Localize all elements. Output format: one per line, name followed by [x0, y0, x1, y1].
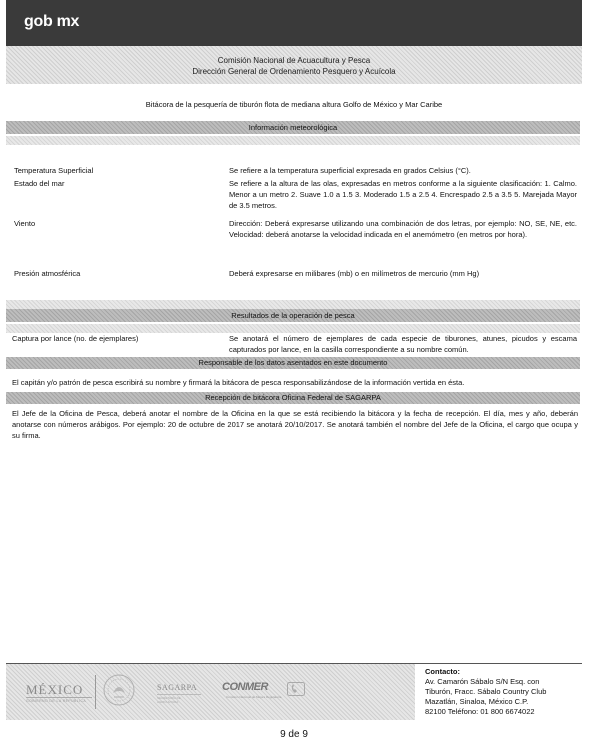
section-heading-responsible: Responsable de los datos asentados en este documento [6, 357, 580, 369]
section-heading-reception: Recepción de bitácora Oficina Federal de SAGARPA [6, 392, 580, 404]
responsible-text: El capitán y/o patrón de pesca escribirá su nombre y firmará la bitácora de pesca responsabilizándose de la información vertida en ésta. [12, 378, 465, 387]
page-number: 9 de 9 [280, 729, 308, 740]
section-divider [6, 324, 580, 333]
contact-block [425, 667, 585, 717]
phone-icon [287, 682, 305, 696]
row-label-sea-state: Estado del mar [14, 179, 65, 188]
row-desc-temperature: Se refiere a la temperatura superficial expresada en grados Celsius (°C). [229, 166, 471, 175]
contact-line: 82100 Teléfono: 01 800 6674022 [425, 707, 535, 716]
conmer-logo-subtitle: Comisión Nacional de Mejora Regulatoria [226, 695, 282, 699]
logo-separator [95, 675, 96, 709]
row-desc-catch: Se anotará el número de ejemplares de cada especie de tiburones, atunes, picudos y escama capturados por lance, en la casilla correspondiente a su nombre común. [229, 334, 577, 354]
national-seal-icon [102, 673, 136, 707]
contact-line: Tiburón, Fracc. Sábalo Country Club [425, 687, 547, 696]
row-label-wind: Viento [14, 219, 36, 228]
section-divider [6, 136, 580, 145]
row-label-temperature: Temperatura Superficial [14, 166, 94, 175]
contact-title: Contacto: [425, 667, 460, 676]
sagarpa-logo: SAGARPA [157, 683, 198, 692]
gobmx-logo: gob mx [24, 13, 80, 30]
row-label-pressure: Presión atmosférica [14, 269, 81, 278]
mexico-logo-subtitle: GOBIERNO DE LA REPÚBLICA [26, 697, 92, 703]
row-desc-wind: Dirección: Deberá expresarse utilizando una combinación de dos letras, por ejemplo: NO, SE, NE, etc. Velocidad: deberá anotarse la velocidad indicada en el anemómetro (en metros por hora). [229, 219, 577, 239]
contact-line: Av. Camarón Sábalo S/N Esq. con [425, 677, 540, 686]
contact-line: Mazatlán, Sinaloa, México C.P. [425, 697, 529, 706]
top-banner [6, 0, 582, 46]
conmer-logo: CONMER [222, 681, 268, 693]
section-heading-meteo: Información meteorológica [6, 121, 580, 134]
section-divider [6, 300, 580, 309]
document-title: Bitácora de la pesquería de tiburón flota de mediana altura Golfo de México y Mar Caribe [145, 100, 443, 109]
org-name-line2: Dirección General de Ordenamiento Pesquero y Acuícola [192, 67, 396, 76]
row-label-catch: Captura por lance (no. de ejemplares) [12, 334, 139, 343]
reception-text: El Jefe de la Oficina de Pesca, deberá anotar el nombre de la Oficina en la que se está recibiendo la bitácora y la fecha de recepción. El día, mes y año, deberán anotarse con números arábigos. Por ejemplo: 20 de octubre de 2017 se anotará 20/10/2017. Se anotará también el nombre del Jefe de la Oficina, el cargo que ocupa y su firma. [12, 409, 578, 440]
row-desc-sea-state: Se refiere a la altura de las olas, expresadas en metros conforme a la siguiente clasificación: 1. Calmo. Menor a un metro 2. Suave 1.0 a 1.5 3. Moderado 1.5 a 2.5 4. Encrespado 2.5 a 3.5 5. Marejada Mayor de 3.5 metros. [229, 179, 577, 210]
sagarpa-logo-subtitle: SECRETARÍA DE AGRICULTURA [157, 694, 201, 704]
section-heading-results: Resultados de la operación de pesca [6, 309, 580, 322]
row-desc-pressure: Deberá expresarse en milibares (mb) o en milímetros de mercurio (mm Hg) [229, 269, 480, 278]
mexico-logo: MÉXICO [26, 682, 84, 697]
org-name-line1: Comisión Nacional de Acuacultura y Pesca [217, 56, 371, 65]
institution-header [6, 46, 582, 84]
